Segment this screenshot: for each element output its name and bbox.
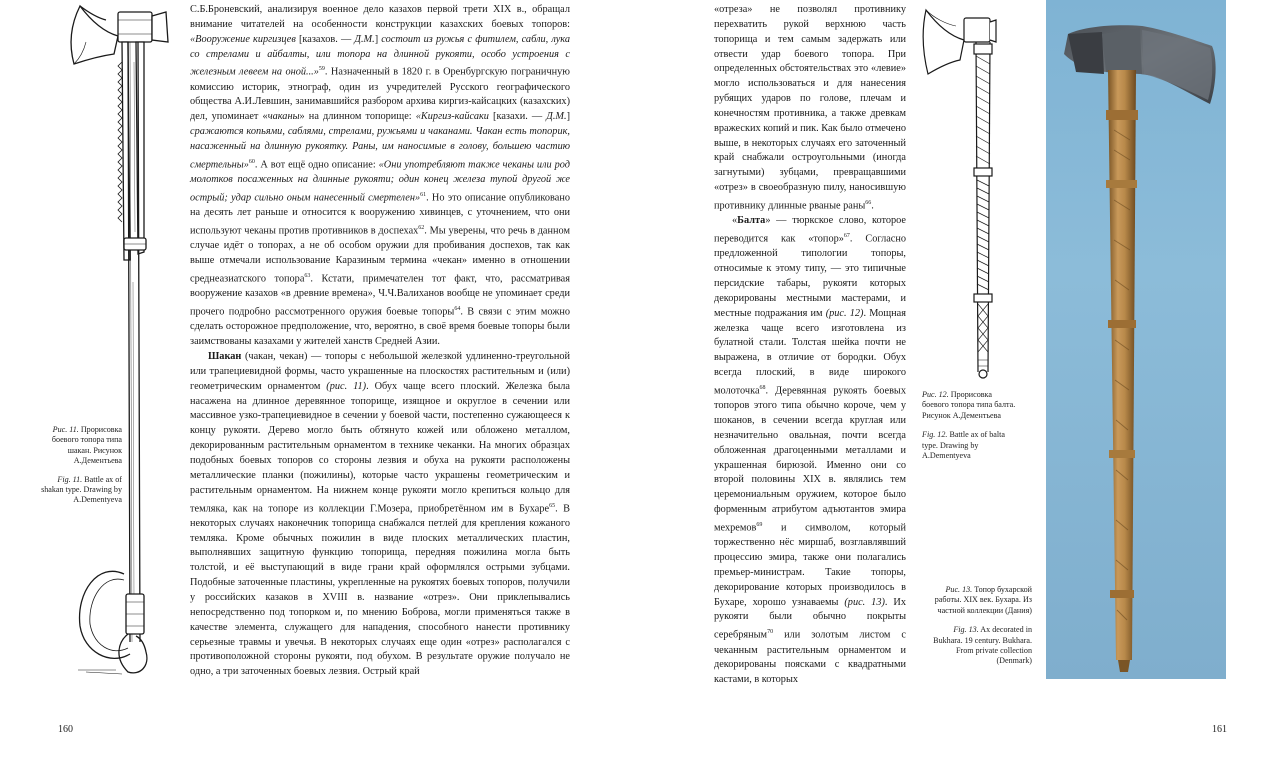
footnote-ref: 63 [304, 273, 311, 280]
fig12-en-label: Fig. 12. [922, 430, 948, 440]
fig11-caption-ru [34, 425, 122, 467]
footnote-ref: 61 [420, 191, 427, 198]
fig12-ru-text: Прорисовка боевого топора типа балта. Рисунок А.Дементьева [922, 390, 1016, 420]
footnote-ref: 70 [767, 629, 774, 636]
fig13-ru-text: Топор бухарской работы. XIX век. Бухара. Из частной коллекции (Дания) [934, 585, 1032, 615]
page-number-left: 160 [58, 724, 73, 735]
fig12-caption-ru [922, 390, 1018, 421]
footnote-ref: 66 [865, 199, 872, 206]
page-number-right: 161 [1212, 724, 1227, 735]
fig12-ru-label: Рис. 12. [922, 390, 949, 399]
fig13-caption-ru [926, 585, 1032, 616]
fig12-caption-en [922, 430, 1018, 461]
text-paragraph: Шакан (чакан, чекан) — топоры с небольшой железкой удлиненно-треугольной или трапециевидной формы, часто украшенные на плоскостях растительным и (или) геометрическим орнаментом (рис. 11). Обух чаще всего плоский. Железка была насажена на длинное деревянное топорище, изящное и округлое в сечении или массивное узко-трапециевидное в сечении у боевой части, постепенно сужающееся к концу рукояти. Дерево могло быть обтянуто кожей или обложено металлом, декорированным растительным орнаментом в технике чеканки. На многих образцах подобных боевых топоров со стороны лезвия и обуха на рукояти расположены металлические планки (пожилины), которые часто украшены геометрическим и растительным орнаментом. На нижнем конце рукояти могло крепиться кольцо для темляка, как на топоре из коллекции Г.Мозера, приобретённом им в Бухаре$^{65}$. В некоторых случаях наконечник топорища снабжался петлей для крепления кожаного темляка. Кроме обычных пожилин в виде плоских металлических пластин, выполнявших защитную функцию топорища, передняя пожилина могла быть толстой, и её выступающий в виде грани край оформлялся острыми зубцами. Подобные заточенные пластины, укрепленные на рукоятях боевых топоров, получили у российских казаков в XVIII в. название «отрез». Они приклепывались непосредственно под топорком и, по мнению Боброва, могли применяться также в качестве элемента, служащего для нападения, способного нанести противнику серьезные травмы и увечья. В некоторых случаях еще один «отрез» располагался с противоположной стороны рукояти, под обухом. В результате оружие получало не одно, а три заточенных боевых лезвия. Острый край [190, 351, 570, 678]
fig13-caption [926, 585, 1032, 667]
footnote-ref: 68 [759, 384, 766, 391]
fig11-ru-text: Прорисовка боевого топора типа шакан. Рисунок А.Дементьева [51, 425, 122, 466]
footnote-ref: 59 [318, 66, 325, 73]
fig11-en-text: Battle ax of shakan type. Drawing by A.Dementyeva [41, 474, 122, 505]
left-page-text-column [190, 3, 570, 680]
fig11-ru-label: Рис. 11. [52, 425, 79, 434]
text-paragraph: «отреза» не позволял противнику перехватить рукой верхнюю часть топорища и тем самым задержать или отвести удар боевого топора. При определенных обстоятельствах это «левие» могло использоваться и для нанесения рубящих ударов по голове, плечам и конечностям противника, а также древкам вражеских копий и пик. Как было отмечено выше, в некоторых случаях его заточенный край снабжали остроугольными (иногда загнутыми) зубцами, превращавшими «отрез» в своеобразную пилу, наносившую противнику длинные рваные раны$^{66}$. [714, 4, 906, 212]
fig13-en-text: Ax decorated in Bukhara. 19 century. Bukhara. From private collection (Denmark) [933, 625, 1032, 666]
fig11-shakan-axe-drawing [58, 2, 184, 680]
footnote-ref: 69 [756, 521, 763, 528]
fig13-en-label: Fig. 13. [953, 625, 979, 635]
fig11-en-label: Fig. 11. [57, 474, 83, 484]
fig11-caption-en [34, 475, 122, 506]
footnote-ref: 67 [843, 233, 850, 240]
footnote-ref: 60 [248, 158, 255, 165]
footnote-ref: 64 [454, 306, 461, 313]
fig11-caption [34, 425, 122, 506]
footnote-ref: 62 [418, 225, 425, 232]
fig12-caption [922, 390, 1018, 461]
fig13-caption-en [926, 625, 1032, 667]
right-page [640, 0, 1280, 765]
right-page-text-column [714, 3, 906, 688]
text-paragraph: «Балта» — тюркское слово, которое переводится как «топор»$^{67}$. Согласно предложенной типологии топоры, относимые к этому типу, — это типичные персидские табары, рукояти которых декорированы местными мастерами, и местные подражания им (рис. 12). Мощная железка чаще всего изготовлена из булатной стали. Толстая шейка почти не выражена, в отличие от бородки. Обух всегда плоский, в виде широкого молоточка$^{68}$. Деревянная рукоять боевых топоров этого типа обычно короче, чем у шоканов, в сечении всегда круглая или незначительно овальная, почти всегда обложенная драгоценными металлами и украшенная бирюзой. Именно они со второй половины XIX в. являлись тем церемониальным оружием, которое было форменным атрибутом адъютантов эмира мехремов$^{69}$ и символом, который торжественно нёс миршаб, возглавлявший процессию эмира, также они полагались премьер-министрам. Такие топоры, декорирование которых производилось в Бухаре, хорошо узнаваемы (рис. 13). Их рукояти были обычно покрыты серебряным$^{70}$ или золотым листом с чеканным растительным орнаментом и декорированы поясками с квадратными кастами, в которых [714, 215, 907, 686]
fig12-balta-axe-drawing [920, 4, 1000, 382]
fig13-ru-label: Рис. 13. [945, 585, 973, 594]
bukhara-axe-image [1046, 0, 1226, 679]
footnote-ref: 65 [549, 502, 556, 509]
fig13-axe-photograph [1046, 0, 1226, 679]
text-paragraph: С.Б.Броневский, анализируя военное дело казахов первой трети XIX в., обращал внимание читателей на особенности конструкции казахских боевых топоров: «Вооружение киргизцев [казахов. — Д.М.] состоит из ружья с фитилем, сабли, лука со стрелами и айбалты, или топора на длинной рукояти, особо устроения с железным левеем на оной...»$^{59}$. Назначенный в 1820 г. в Оренбургскую пограничную комиссию историк, этнограф, один из учредителей Русского географического общества А.И.Левшин, занимавшийся разбором архива киргиз-кайсацких (казахских) дел, упоминает «чаканы» на длинном топорище: «Киргиз-кайсаки [казахи. — Д.М.] сражаются копьями, саблями, стрелами, ружьями и чаканами. Чакан есть топорик, насаженный на длинную рукоятку. Раны, им наносимые в голову, большею частию смертельны»$^{60}$. А вот ещё одно описание: «Они употребляют также чеканы или род молотков посаженных на длинные рукояти; один конец железа тупой другой же острый; удар сильно оным нанесенный смертелен»$^{61}$. Но это описание опубликовано на десять лет раньше и относится к вооружению хивинцев, с уточнением, что они используют чеканы против противников в доспехах$^{62}$. Мы уверены, что речь в данном случае идёт о топорах, а не об особом оружии для пробивания доспехов, так как выше отмечали использование Каразиным термина «чекан» именно в отношении среднеазиатского топора$^{63}$. Кстати, примечателен тот факт, что, рассматривая вооружение казахов «в древние времена», Ч.Ч.Валиханов вообще не упоминает среди прочего подробно рассмотренного оружия боевые топоры$^{64}$. В связи с этим можно сделать осторожное предположение, что, вероятно, в своё время боевые топоры были заимствованы казахами у жителей ханств Средней Азии. [190, 4, 571, 348]
fig12-en-text: Battle ax of balta type. Drawing by A.Dementyeva [922, 430, 1005, 461]
